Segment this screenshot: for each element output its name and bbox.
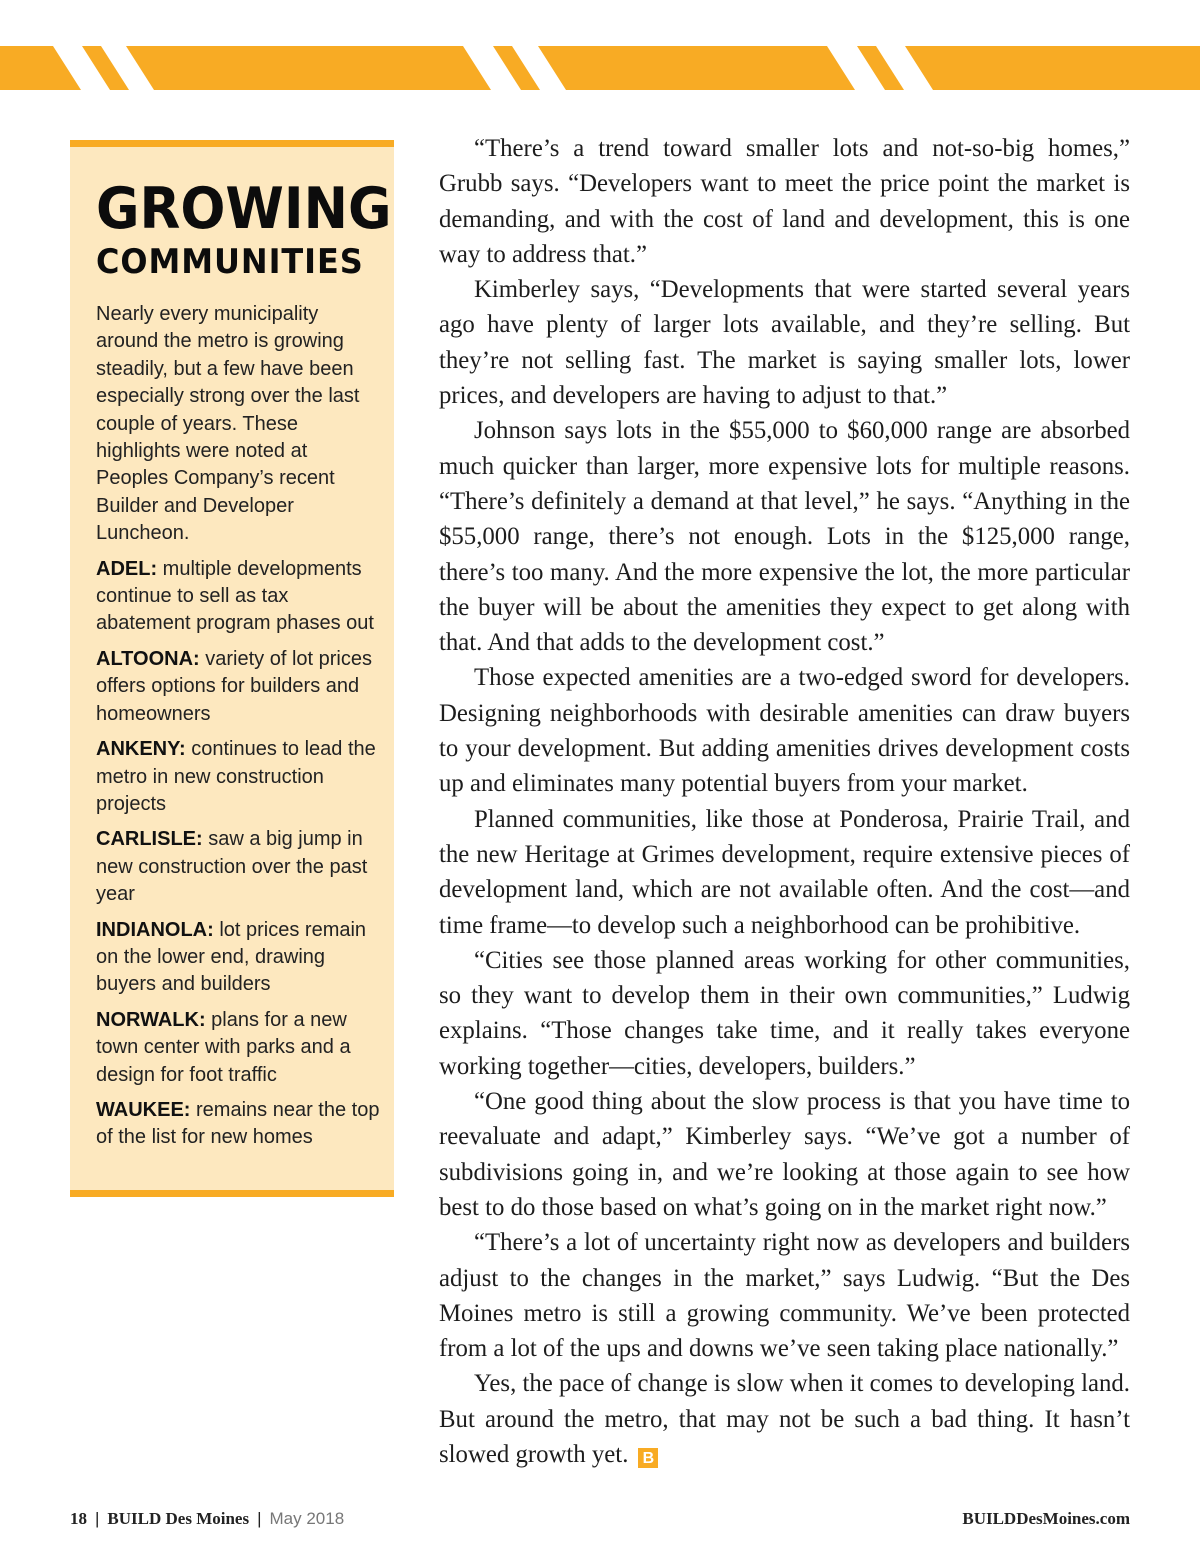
city-description: multiple developments continue to sell as tax abatement program phases out — [96, 557, 374, 635]
city-description: variety of lot prices offers options for builders and homeowners — [96, 647, 372, 725]
footer-separator: | — [95, 1509, 100, 1528]
page-footer-left — [70, 1509, 344, 1529]
website-url: BUILDDesMoines.com — [962, 1509, 1130, 1528]
article-paragraph: Johnson says lots in the $55,000 to $60,000 range are absorbed much quicker than larger, more expensive lots for multiple reasons. “There’s definitely a demand at that level,” he says. “Anything in the $55,000 range, there’s not enough. Lots in the $125,000 range, there’s too many. And the more expensive the lot, the more particular the buyer will be about the amenities they expect to get along with that. And that adds to the development cost.” — [439, 417, 1130, 657]
city-entry-ankeny — [96, 736, 380, 818]
article-paragraph: “There’s a trend toward smaller lots and not-so-big homes,” Grubb says. “Developers want to meet the price point the market is demanding, and with the cost of land and development, this is one way to address that.” — [439, 135, 1130, 268]
city-name: ALTOONA: — [96, 647, 200, 670]
city-name: ADEL: — [96, 557, 158, 580]
city-entry-adel — [96, 556, 380, 638]
city-description: remains near the top of the list for new homes — [96, 1098, 380, 1149]
magazine-name: BUILD Des Moines — [107, 1509, 250, 1528]
sidebar-body — [96, 301, 380, 1160]
sidebar-intro-text: Nearly every municipality around the metro is growing steadily, but a few have been especially strong over the last couple of years. These highlights were noted at Peoples Company’s recent Builder and Developer Luncheon. — [96, 303, 360, 545]
city-entry-waukee — [96, 1097, 380, 1152]
city-entry-carlisle — [96, 826, 380, 908]
article-paragraph: Kimberley says, “Developments that were started several years ago have plenty of larger lots available, and they’re selling. But they’re not selling fast. The market is saying smaller lots, lower prices, and developers are having to adjust to that.” — [439, 276, 1130, 410]
city-description: plans for a new town center with parks and a design for foot traffic — [96, 1008, 351, 1086]
city-entry-norwalk — [96, 1007, 380, 1089]
decorative-stripe-band — [0, 46, 1200, 90]
city-description: saw a big jump in new construction over the past year — [96, 828, 368, 906]
article-paragraph: Planned communities, like those at Ponderosa, Prairie Trail, and the new Heritage at Grimes development, require extensive pieces of development land, which are not available often. And the cost—and time frame—to develop such a neighborhood can be prohibitive. — [439, 805, 1130, 939]
article-paragraph: “One good thing about the slow process is that you have time to reevaluate and adapt,” Kimberley says. “We’ve got a number of subdivisions going in, and we’re looking at those again to see how best to do those based on what’s going on in the market right now.” — [439, 1088, 1130, 1221]
end-of-article-icon: B — [638, 1448, 658, 1468]
city-name: INDIANOLA: — [96, 918, 214, 941]
page-number: 18 — [70, 1509, 87, 1528]
article-body — [439, 131, 1130, 1472]
article-final-paragraph — [439, 1366, 1130, 1472]
sidebar-title-communities: COMMUNITIES — [96, 242, 364, 282]
article-paragraph: “There’s a lot of uncertainty right now as developers and builders adjust to the changes in the market,” says Ludwig. “But the Des Moines metro is still a growing community. We’ve been protected from a lot of the ups and downs we’ve seen taking place nationally.” — [439, 1229, 1130, 1363]
article-paragraph: Those expected amenities are a two-edged sword for developers. Designing neighborhoods with desirable amenities can draw buyers to your development. But adding amenities drives development costs up and eliminates many potential buyers from your market. — [439, 664, 1130, 798]
article-final-text: Yes, the pace of change is slow when it comes to developing land. But around the metro, that may not be such a bad thing. It hasn’t slowed growth yet. — [439, 1370, 1130, 1468]
city-name: WAUKEE: — [96, 1098, 191, 1121]
city-name: CARLISLE: — [96, 828, 203, 851]
growing-communities-sidebar — [70, 140, 394, 1197]
article-paragraph: “Cities see those planned areas working for other communities, so they want to develop them in their own communities,” Ludwig explains. “Those changes take time, and it really takes everyone working together—cities, developers, builders.” — [439, 946, 1130, 1080]
issue-date: May 2018 — [269, 1509, 345, 1528]
city-description: lot prices remain on the lower end, drawing buyers and builders — [96, 918, 367, 996]
city-entry-indianola — [96, 917, 380, 999]
city-description: continues to lead the metro in new construction projects — [96, 738, 376, 815]
footer-separator: | — [257, 1509, 262, 1528]
city-name: NORWALK: — [96, 1008, 206, 1031]
city-name: ANKENY: — [96, 738, 186, 761]
sidebar-title-growing: GROWING — [96, 176, 392, 242]
city-entry-altoona — [96, 646, 380, 728]
